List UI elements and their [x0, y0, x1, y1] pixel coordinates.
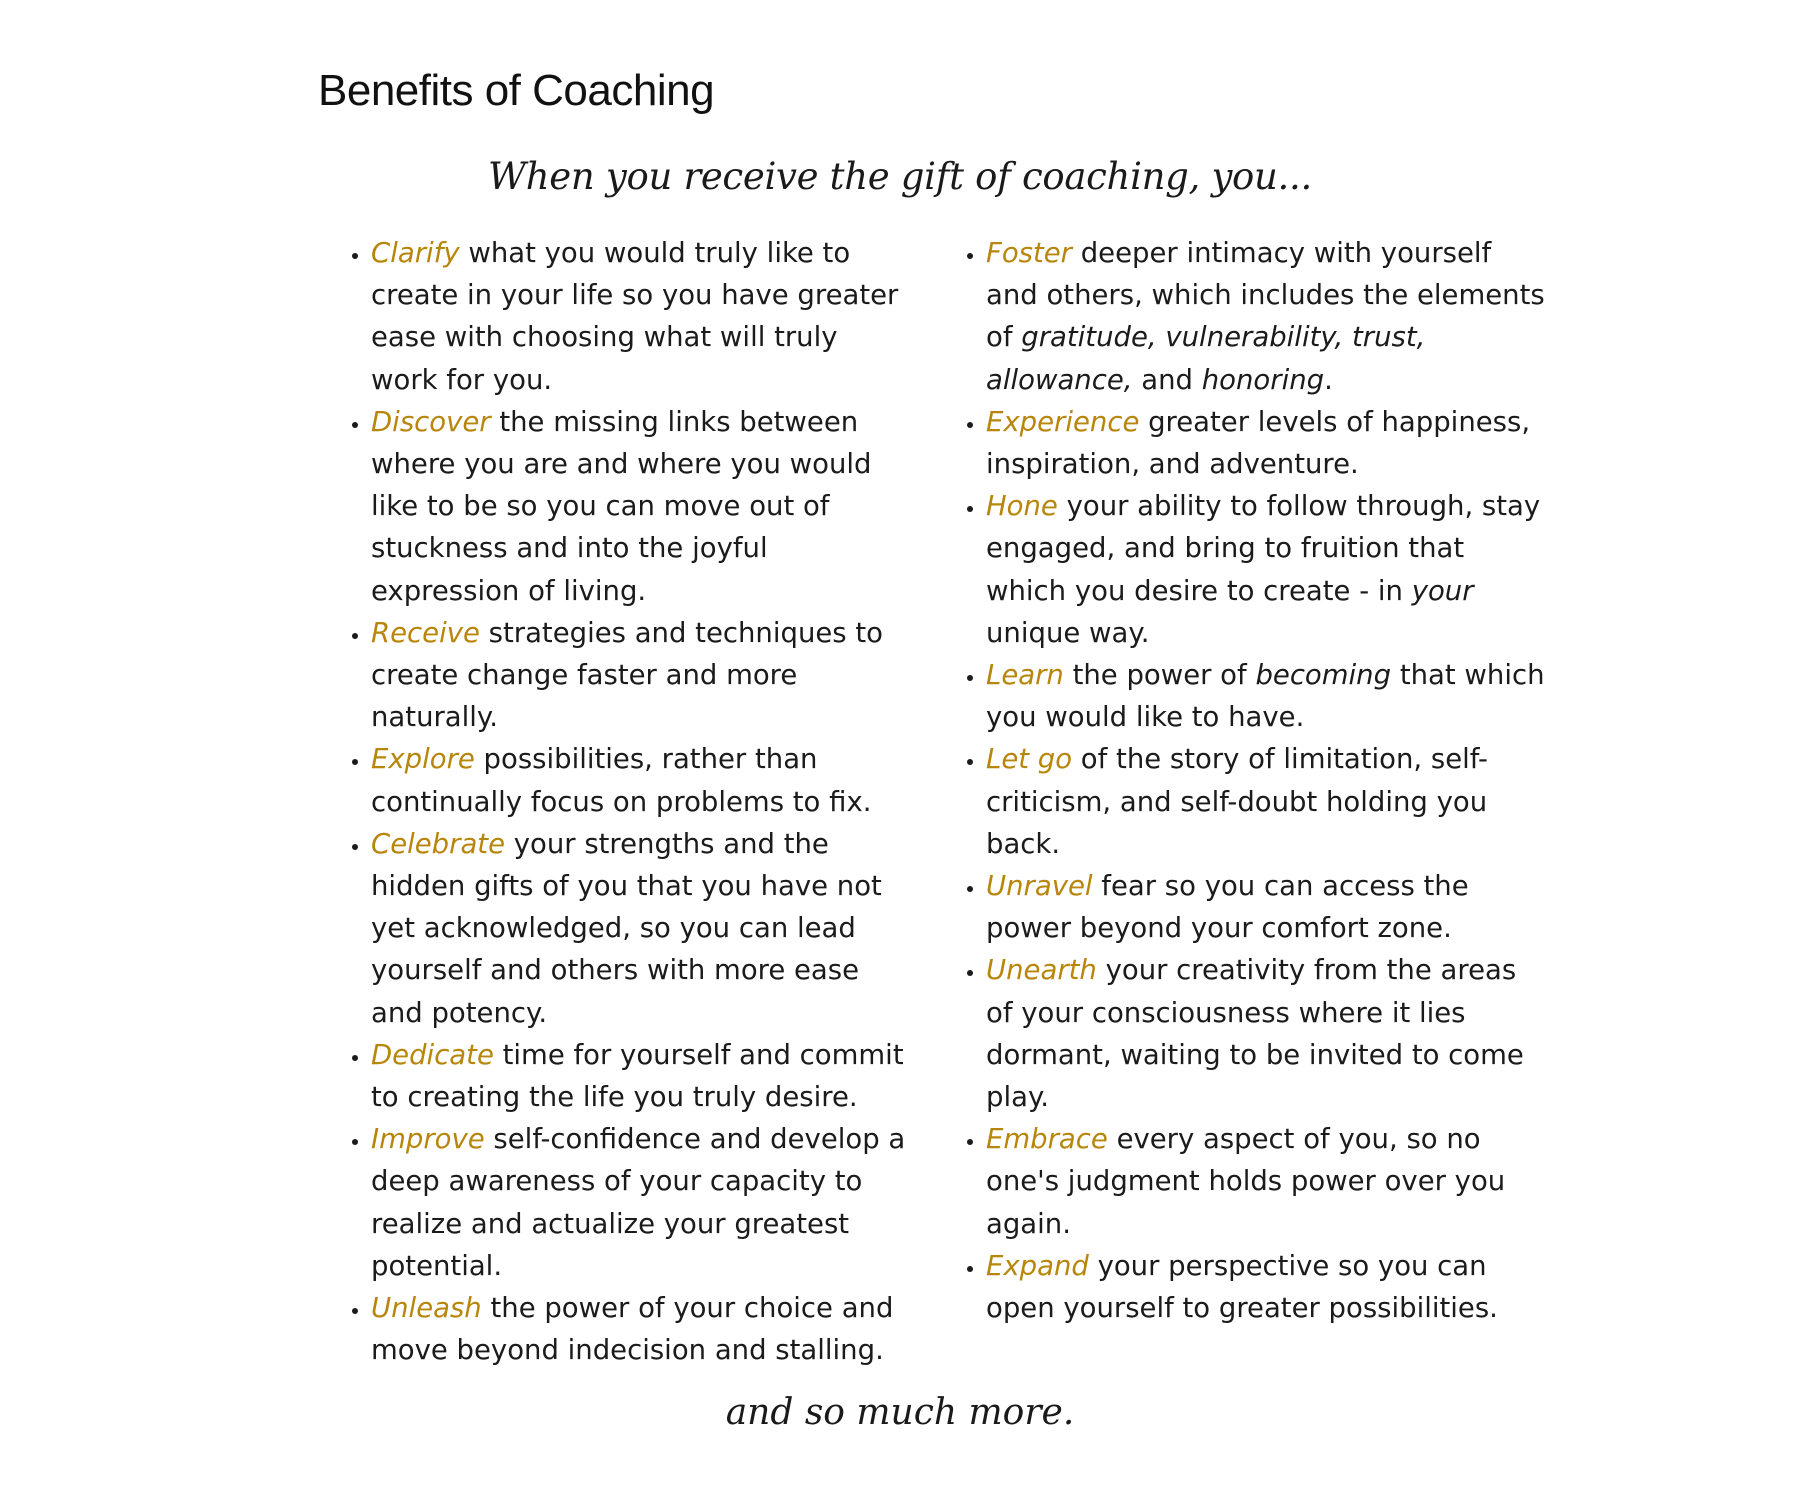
emphasis: your: [1411, 574, 1474, 607]
benefit-text: the power of your choice and move beyond indecision and stalling.: [371, 1292, 894, 1367]
list-item: [986, 654, 1546, 738]
benefit-text: time for yourself and commit to creating the life you truly desire.: [371, 1038, 904, 1114]
benefit-text: possibilities, rather than continually focus on problems to fix.: [371, 743, 872, 818]
list-item: [371, 823, 906, 1034]
benefit-lead-verb: Experience: [986, 405, 1140, 438]
list-item: [371, 401, 906, 612]
list-item: [986, 949, 1546, 1118]
benefit-text: your creativity from the areas of your consciousness where it lies dormant, waiting to be invited to come play.: [986, 954, 1524, 1114]
benefit-text: the missing links between where you are and where you would like to be so you can move out of stuckness and into the joyful expression of living.: [371, 405, 872, 607]
benefit-lead-verb: Explore: [371, 743, 475, 776]
list-item: [986, 232, 1546, 401]
benefit-lead-verb: Receive: [371, 616, 480, 649]
list-item: [371, 1034, 906, 1118]
list-item: [371, 738, 906, 822]
benefit-text: fear so you can access the power beyond your comfort zone.: [986, 870, 1469, 945]
benefit-lead-verb: Clarify: [371, 237, 460, 269]
benefit-text: what you would truly like to create in your life so you have greater ease with choosing what will truly work for you.: [371, 237, 899, 396]
benefit-lead-verb: Unleash: [371, 1292, 482, 1325]
list-item: [986, 401, 1546, 485]
benefit-text: of the story of limitation, self-criticism, and self-doubt holding you back.: [986, 743, 1488, 860]
benefit-text: the power of becoming that which you would like to have.: [986, 659, 1545, 734]
benefit-lead-verb: Discover: [371, 405, 491, 438]
benefit-lead-verb: Let go: [986, 743, 1073, 776]
list-item: [371, 612, 906, 739]
benefit-text: deeper intimacy with yourself and others, which includes the elements of gratitude, vulnerability, trust, allowance, and honoring.: [986, 237, 1545, 396]
closing-line: and so much more.: [725, 1392, 1075, 1433]
emphasis: gratitude, vulnerability, trust, allowance,: [986, 321, 1426, 396]
list-item: [371, 1287, 906, 1371]
benefit-text: self-confidence and develop a deep awareness of your capacity to realize and actualize your greatest potential.: [371, 1123, 906, 1282]
benefit-lead-verb: Improve: [371, 1123, 485, 1156]
tagline: When you receive the gift of coaching, you...: [488, 155, 1312, 198]
benefits-list-right: [936, 232, 1546, 1329]
benefit-lead-verb: Learn: [986, 659, 1064, 692]
list-item: [986, 738, 1546, 865]
benefit-text: every aspect of you, so no one's judgment holds power over you again.: [986, 1123, 1506, 1240]
benefit-text: strategies and techniques to create change faster and more naturally.: [371, 616, 883, 734]
list-item: [371, 1118, 906, 1287]
list-item: [986, 1245, 1546, 1329]
benefit-text: your perspective so you can open yourself to greater possibilities.: [986, 1249, 1498, 1325]
list-item: [986, 1118, 1546, 1245]
benefit-lead-verb: Unravel: [986, 870, 1093, 903]
benefit-lead-verb: Unearth: [986, 954, 1097, 987]
list-item: [986, 865, 1546, 949]
benefit-lead-verb: Expand: [986, 1249, 1089, 1282]
benefit-text: your ability to follow through, stay engaged, and bring to fruition that which you desire to create - in your unique way.: [986, 490, 1541, 649]
benefit-lead-verb: Hone: [986, 490, 1058, 523]
emphasis: becoming: [1255, 659, 1392, 692]
benefit-lead-verb: Dedicate: [371, 1038, 494, 1071]
emphasis: honoring: [1201, 363, 1325, 396]
benefit-text: greater levels of happiness, inspiration, and adventure.: [986, 405, 1531, 481]
list-item: [371, 232, 906, 401]
benefit-lead-verb: Foster: [986, 237, 1072, 269]
list-item: [986, 485, 1546, 654]
benefit-text: your strengths and the hidden gifts of you that you have not yet acknowledged, so you can lead yourself and others with more ease and potency.: [371, 827, 882, 1029]
benefit-lead-verb: Embrace: [986, 1123, 1108, 1156]
page-title: Benefits of Coaching: [318, 66, 715, 115]
benefits-list-left: [321, 232, 906, 1371]
benefit-lead-verb: Celebrate: [371, 827, 505, 860]
